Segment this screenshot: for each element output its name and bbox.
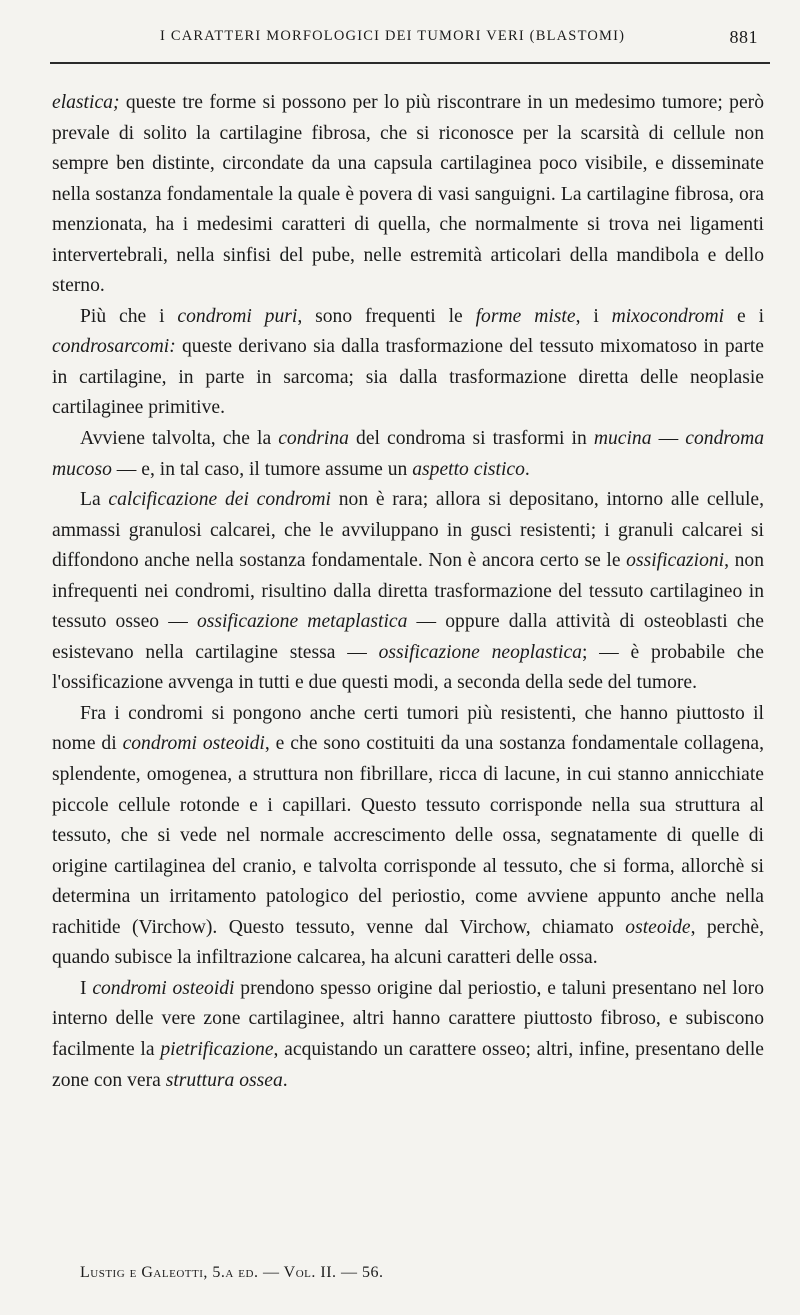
paragraph: I condromi osteoidi prendono spesso origine dal periostio, e taluni presentano nel loro interno delle vere zone cartilaginee, altri hanno carattere piuttosto fibroso, e subiscono facilmente la pietrificazione, acquistando un carattere osseo; altri, infine, presentano delle zone con vera struttura ossea.: [52, 977, 764, 1091]
paragraph: La calcificazione dei condromi non è rara; allora si depositano, intorno alle cellule, ammassi granulosi calcarei, che le avviluppano in gusci resistenti; i granuli calcarei si diffondono anche nella sostanza fondamentale. Non è ancora certo se le ossificazioni, non infrequenti nei condromi, risultino dalla diretta trasformazione del tessuto cartilagineo in tessuto osseo — ossificazione metaplastica — oppure dalla attività di osteoblasti che esistevano nella cartilagine stessa — ossificazione neoplastica; — è probabile che l'ossificazione avvenga in tutti e due questi modi, a seconda della sede del tumore.: [52, 489, 765, 694]
running-title: I CARATTERI MORFOLOGICI DEI TUMORI VERI (BLASTOMI): [160, 28, 626, 44]
paragraph: Più che i condromi puri, sono frequenti le forme miste, i mixocondromi e i condrosarcomi: queste derivano sia dalla trasformazione del tessuto mixomatoso in parte in cartilagine, in parte in sarcoma; sia dalla trasformazione diretta delle neoplasie cartilaginee primitive.: [52, 305, 765, 419]
paragraph: elastica; queste tre forme si possono per lo più riscontrare in un medesimo tumore; però prevale di solito la cartilagine fibrosa, che si riconosce per la scarsità di cellule non sempre ben distinte, circondate da una capsula cartilaginea poco visibile, e disseminate nella sostanza fondamentale la quale è povera di vasi sanguigni. La cartilagine fibrosa, ora menzionata, ha i medesimi caratteri di quella, che normalmente si trova nei ligamenti intervertebrali, nella sinfisi del pube, nelle estremità articolari della mandibola e dello sterno.: [52, 92, 764, 297]
body-text: [52, 88, 764, 1096]
paragraph: Fra i condromi si pongono anche certi tumori più resistenti, che hanno piuttosto il nome di condromi osteoidi, e che sono costituiti da una sostanza fondamentale collagena, splendente, omogenea, a struttura non fibrillare, ricca di lacune, in cui stanno annicchiate piccole cellule rotonde e i capillari. Questo tessuto corrisponde nella sua struttura al tessuto, che si vede nel normale accrescimento delle ossa, segnatamente di quelle di origine cartilaginea del cranio, e talvolta corrisponde al tessuto, che si forma, allorchè si determina un irritamento patologico del periostio, come avviene appunto anche nella rachitide (Virchow). Questo tessuto, venne dal Virchow, chiamato osteoide, perchè, quando subisce la infiltrazione calcarea, ha alcuni caratteri delle ossa.: [52, 702, 764, 969]
page-number: 881: [729, 27, 758, 47]
paragraph: Avviene talvolta, che la condrina del condroma si trasformi in mucina — condroma mucoso — e, in tal caso, il tumore assume un aspetto cistico.: [52, 428, 765, 480]
running-head: [50, 10, 770, 60]
header-rule: [50, 62, 770, 64]
page-footer: Lustig e Galeotti, 5.a ed. — Vol. II. — 56.: [80, 1264, 384, 1281]
